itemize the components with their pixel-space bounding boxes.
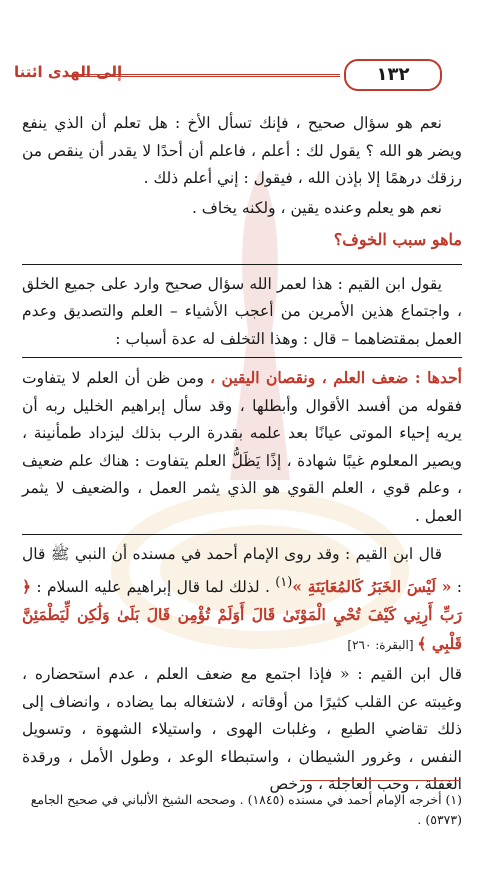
quran-verse: ﴿ رَبِّ أَرِنِي كَيْفَ تُحْيِ الْمَوْتَىٰ قَالَ أَوَلَمْ تُؤْمِن قَالَ بَلَىٰ وَلَٰكِن لِّيَطْمَئِنَّ قَلْبِي ﴾ xyxy=(22,576,462,653)
paragraph-4 xyxy=(22,364,462,530)
paragraph-6: قال ابن القيم : « فإذا اجتمع مع ضعف العلم ، عدم استحضاره ، وغيبته عن القلب كثيرًا من أوقاته ، لاشتغاله بما يضاده ، وانضاف إلى ذلك تقاضي الطبع ، وغلبات الهوى ، واستيلاء الشهوة ، وتسويل النفس ، وغرور الشيطان ، واستبطاء الوعد ، وطول الأمل ، ورقدة الغفلة ، وحب العاجلة ، ورخص xyxy=(22,665,462,794)
reason-one-label: أحدها : ضعف العلم ، ونقصان اليقين ، xyxy=(210,368,462,387)
footnote-marker: (١) xyxy=(275,574,293,590)
divider-3 xyxy=(22,534,462,535)
paragraph-1: نعم هو سؤال صحيح ، فإنك تسأل الأخ : هل تعلم أن الذي ينفع ويضر هو الله ؟ يقول لك : أعلم ، فاعلم أن أحدًا لا يقدر أن ينقص من رزقك درهمًا إلا بإذن الله ، فيقول : إني أعلم ذلك . xyxy=(22,114,462,187)
paragraph-3: يقول ابن القيم : هذا لعمر الله سؤال صحيح وارد على جميع الخلق ، واجتماع هذين الأمرين من أعجب الأشياء – العلم والتصديق وعدم العمل بمقتضاهما – قال : وهذا التخلف له عدة أسباب : xyxy=(22,274,462,348)
page-header xyxy=(0,58,480,90)
hadith-text: « لَيْسَ الخَبَرُ كَالمُعَايَنَةِ » xyxy=(292,576,452,596)
hadith-intro: قال ابن القيم : وقد روى الإمام أحمد في مسنده أن النبي ﷺ قال : xyxy=(22,545,462,596)
page-body xyxy=(22,110,462,801)
footnote: (١) أخرجه الإمام أحمد في مسنده (١٨٤٥) . وصححه الشيخ الألباني في صحيح الجامع (٥٣٧٣) . xyxy=(30,792,462,827)
divider-2 xyxy=(22,357,462,358)
page-number: ١٣٢ xyxy=(344,59,442,91)
paragraph-2: نعم هو يعلم وعنده يقين ، ولكنه يخاف . xyxy=(191,198,442,217)
footnote-rule xyxy=(300,780,460,781)
book-title: إلى الهدى ائتنا xyxy=(14,63,123,81)
reason-one-text: ومن ظن أن العلم لا يتفاوت فقوله من أفسد الأقوال وأبطلها ، وقد سأل إبراهيم الخليل ربه أن يريه إحياء الموتى عيانًا بعد علمه بقدرة الرب بذلك ليزداد طمأنينة ، ويصير المعلوم غيبًا شهادة ، إذًا يَظَلُّ العلم يتفاوت : هناك علم ضعيف ، وعلم قوي ، العلم القوي هو الذي يثمر العمل ، والضعيف لا يثمر العمل . xyxy=(22,369,462,525)
hadith-continuation: . لذلك لما قال إبراهيم عليه السلام : xyxy=(31,577,276,596)
verse-reference: [البقرة: ٢٦٠] xyxy=(347,637,418,652)
section-heading: ماهو سبب الخوف؟ xyxy=(333,230,462,249)
paragraph-5 xyxy=(22,541,462,659)
divider-1 xyxy=(22,264,462,265)
